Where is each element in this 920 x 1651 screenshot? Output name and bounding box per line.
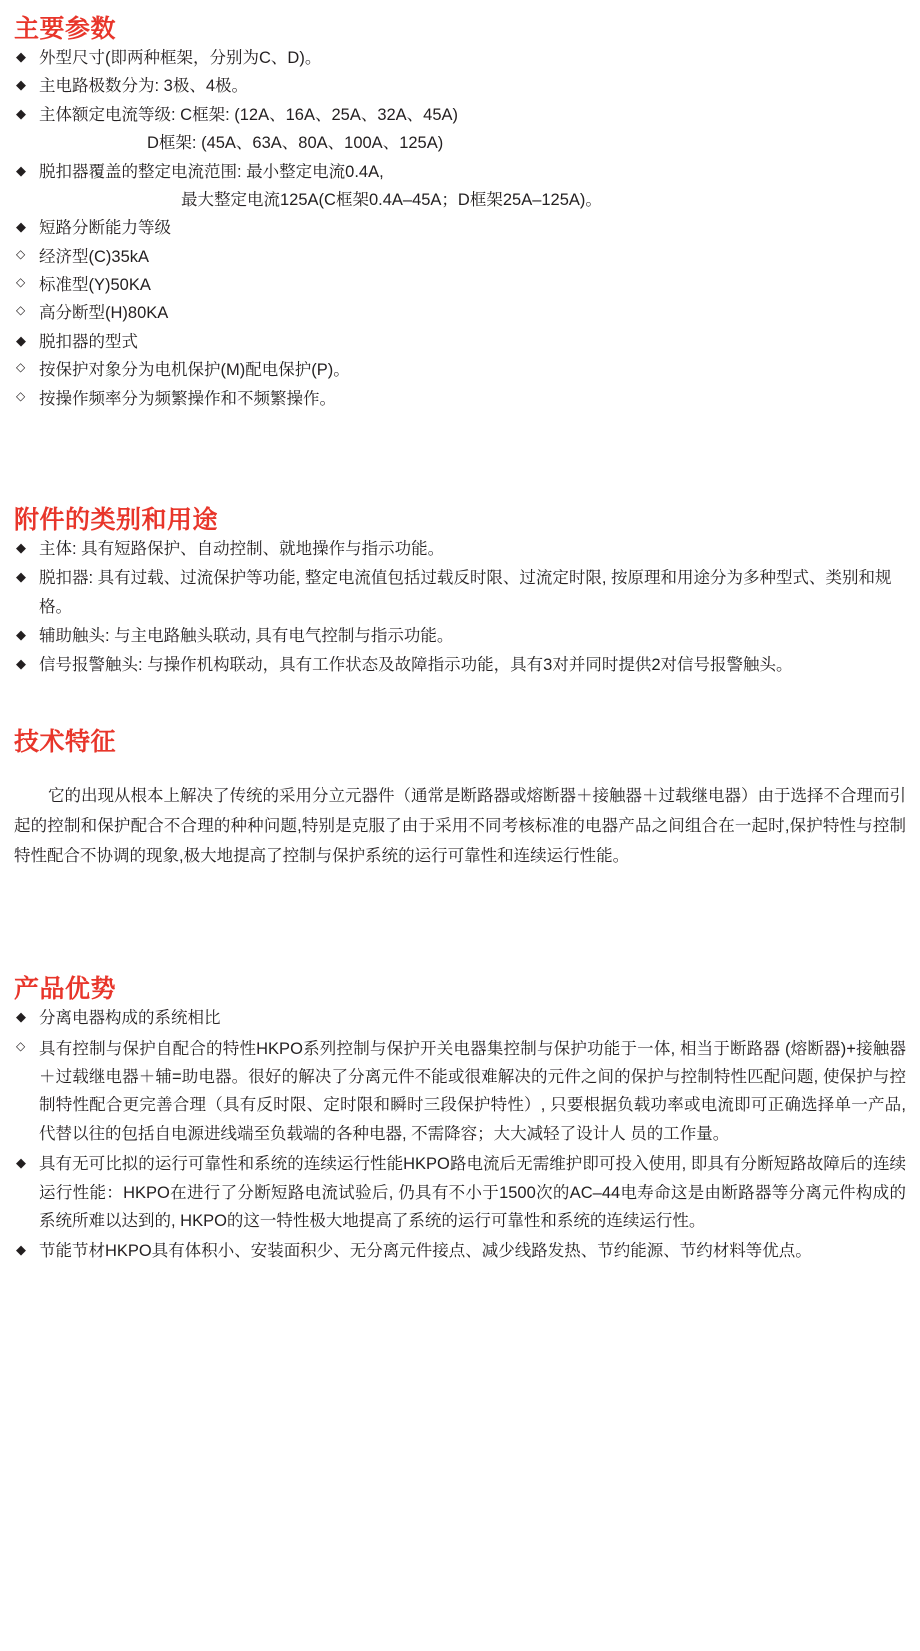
paragraph-text: 它的出现从根本上解决了传统的采用分立元器件（通常是断路器或熔断器＋接触器＋过载继电器）由于选择不合理而引起的控制和保护配合不合理的种种问题,特别是克服了由于采用不同考核标准的电器产品之间组合在一起时,保护特性与控制特性配合不协调的现象,极大地提高了控制与保护系统的运行可靠性和连续运行性能。: [14, 786, 906, 866]
list-item: [14, 328, 906, 356]
diamond-filled-icon: ◆: [16, 162, 26, 178]
list-item-label: 具有无可比拟的运行可靠性和系统的连续运行性能HKPO路电流后无需维护即可投入使用, 即具有分断短路故障后的连续运行性能：HKPO在进行了分断短路电流试验后, 仍具有不小于1500次的AC–44电寿命这是由断路器等分离元件构成的系统所难以达到的, HKPO的这一特性极大地提高了系统的运行可靠性和系统的连续运行性。: [39, 1155, 906, 1230]
product-advantages-list: [14, 1004, 906, 1265]
diamond-hollow-icon: ◇: [16, 303, 26, 318]
section-title-technical-features: 技术特征: [14, 727, 117, 756]
diamond-filled-icon: ◆: [16, 1009, 26, 1025]
list-item: [14, 356, 906, 384]
list-item-label: 节能节材HKPO具有体积小、安装面积少、无分离元件接点、减少线路发热、节约能源、节约材料等优点。: [39, 1242, 812, 1261]
list-item: [14, 1035, 906, 1149]
list-item: [14, 44, 906, 72]
list-item-sublabel: 最大整定电流125A(C框架0.4A–45A；D框架25A–125A)。: [181, 190, 602, 209]
diamond-hollow-icon: ◇: [16, 360, 26, 375]
list-item: [14, 1150, 906, 1235]
diamond-hollow-icon: ◇: [16, 1038, 26, 1053]
diamond-hollow-icon: ◇: [16, 388, 26, 403]
diamond-filled-icon: ◆: [16, 1155, 26, 1171]
section-technical-features: [14, 727, 906, 872]
list-item: [14, 1237, 906, 1265]
list-item: [14, 101, 906, 158]
list-item-label: 按操作频率分为频繁操作和不频繁操作。: [39, 389, 336, 408]
section-accessories: [14, 505, 906, 680]
list-item: [14, 1004, 906, 1032]
list-item-label: 外型尺寸(即两种框架，分别为C、D)。: [39, 49, 322, 67]
list-item: [14, 214, 906, 242]
list-item: [14, 622, 906, 650]
list-item: [14, 564, 906, 621]
list-item-label: 信号报警触头: 与操作机构联动，具有工作状态及故障指示功能，具有3对并同时提供2对信号报警触头。: [39, 656, 793, 675]
section-spacer: [14, 888, 906, 974]
diamond-filled-icon: ◆: [16, 49, 26, 64]
list-item-label: 标准型(Y)50KA: [39, 276, 151, 294]
list-item: [14, 385, 906, 413]
list-item-sublabel: D框架: (45A、63A、80A、100A、125A): [147, 134, 444, 153]
section-title-product-advantages: 产品优势: [14, 975, 117, 1004]
section-main-parameters: [14, 0, 906, 413]
list-item-label: 脱扣器的型式: [39, 332, 138, 351]
page-bottom-spacer: [14, 1268, 906, 1308]
diamond-filled-icon: ◆: [16, 569, 26, 585]
diamond-filled-icon: ◆: [16, 77, 26, 93]
section-spacer: [14, 681, 906, 727]
diamond-hollow-icon: ◇: [16, 275, 26, 289]
list-item: [14, 72, 906, 100]
list-item-label: 主体: 具有短路保护、自动控制、就地操作与指示功能。: [39, 539, 445, 558]
diamond-filled-icon: ◆: [16, 656, 26, 672]
list-item: [14, 158, 906, 215]
accessories-list: [14, 535, 906, 680]
list-item-label: 分离电器构成的系统相比: [39, 1009, 221, 1028]
diamond-filled-icon: ◆: [16, 627, 26, 642]
list-item-label: 脱扣器覆盖的整定电流范围: 最小整定电流0.4A,: [39, 162, 384, 181]
technical-features-paragraph: [14, 781, 906, 872]
diamond-filled-icon: ◆: [16, 332, 26, 348]
diamond-filled-icon: ◆: [16, 1242, 26, 1258]
list-item: [14, 243, 906, 271]
diamond-filled-icon: ◆: [16, 105, 26, 121]
diamond-hollow-icon: ◇: [16, 246, 26, 261]
diamond-filled-icon: ◆: [16, 539, 26, 555]
list-item-label: 主电路极数分为: 3极、4极。: [39, 77, 249, 96]
section-product-advantages: [14, 974, 906, 1265]
diamond-filled-icon: ◆: [16, 219, 26, 235]
list-item-label: 高分断型(H)80KA: [39, 304, 169, 323]
list-item-label: 主体额定电流等级: C框架: (12A、16A、25A、32A、45A): [39, 105, 459, 124]
section-spacer: [14, 413, 906, 505]
main-parameters-list: [14, 44, 906, 413]
list-item: [14, 535, 906, 563]
list-item-label: 短路分断能力等级: [39, 219, 171, 238]
section-title-accessories: 附件的类别和用途: [14, 505, 219, 534]
list-item-label: 经济型(C)35kA: [39, 247, 150, 266]
list-item: [14, 651, 906, 679]
list-item-label: 脱扣器: 具有过载、过流保护等功能, 整定电流值包括过载反时限、过流定时限, 按原理和用途分为多种型式、类别和规格。: [39, 569, 892, 616]
list-item-label: 辅助触头: 与主电路触头联动, 具有电气控制与指示功能。: [39, 627, 454, 645]
list-item-label: 具有控制与保护自配合的特性HKPO系列控制与保护开关电器集控制与保护功能于一体, 相当于断路器 (熔断器)+接触器＋过载继电器＋辅=助电器。很好的解决了分离元件不能或很难解决的元件之间的保护与控制特性匹配问题, 使保护与控制特性配合更完善合理（具有反时限、定时限和瞬时三段保护特性）, 只要根据负载功率或电流即可正确选择单一产品, 代替以往的包括自电源进线端至负载端的各种电器, 不需降容；大大减轻了设计人 员的工作量。: [39, 1039, 906, 1143]
list-item: [14, 299, 906, 327]
list-item: [14, 271, 906, 299]
section-title-main-parameters: 主要参数: [14, 15, 117, 43]
list-item-label: 按保护对象分为电机保护(M)配电保护(P)。: [39, 361, 350, 380]
